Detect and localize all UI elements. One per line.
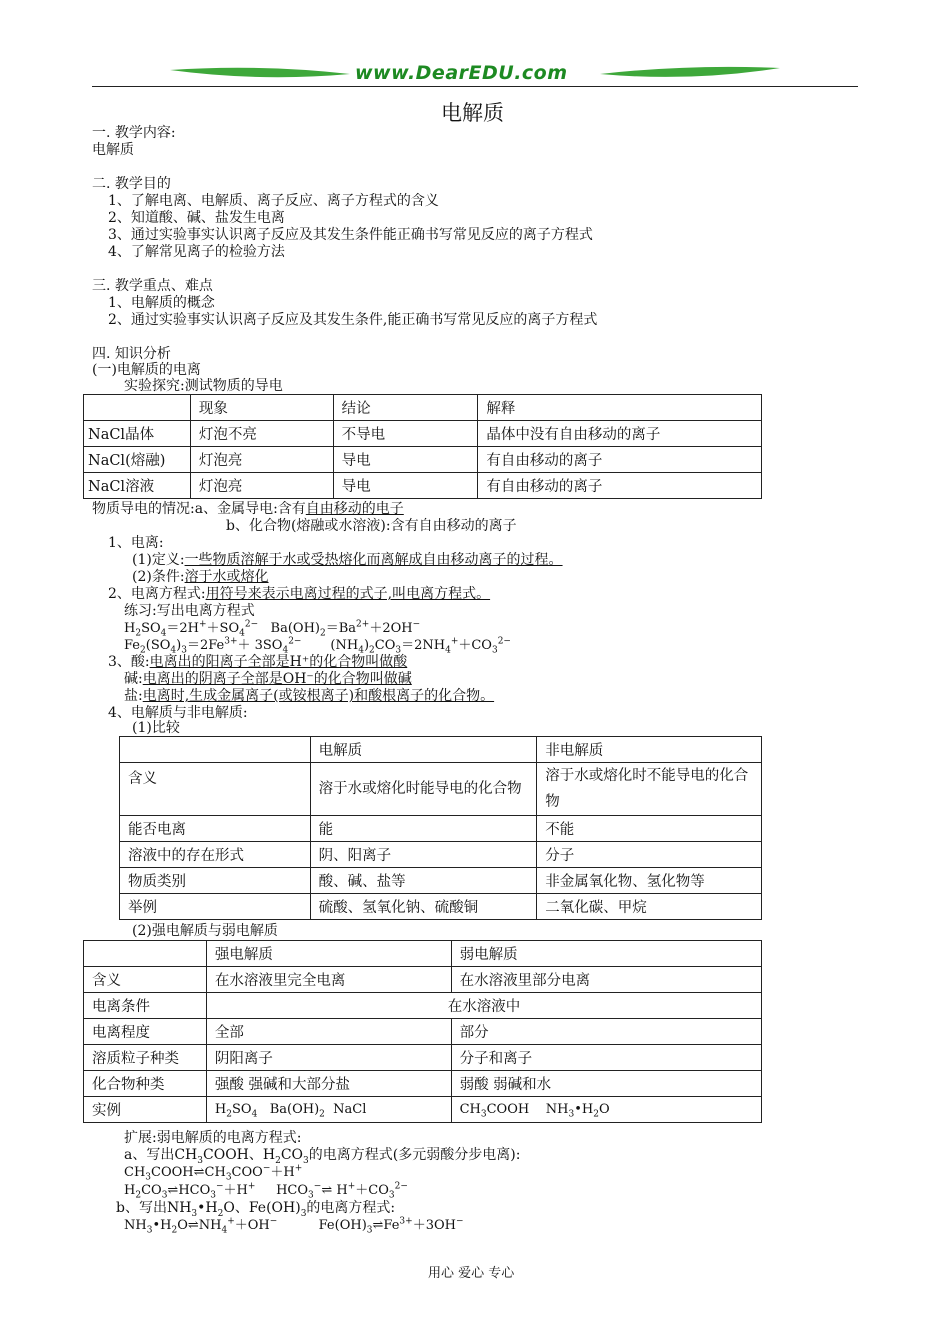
experiment-label: 实验探究:测试物质的导电 (124, 378, 283, 394)
table-cell: 分子和离子 (451, 1045, 761, 1071)
page-title: 电解质 (441, 101, 504, 125)
equation-line: $CH_3COOH\rightleftharpoons CH_3COO^-+H^+$ (124, 1163, 303, 1183)
ionization-condition: (2)条件:溶于水或熔化 (132, 569, 269, 585)
strong-weak-table (83, 940, 762, 1123)
extension-a: a、写出$CH_3COOH$、$H_2CO_3$的电离方程式(多元弱酸分步电离): (124, 1147, 521, 1166)
table-cell: 含义 (84, 967, 207, 993)
ionization-equation: 2、电离方程式:用符号来表示电离过程的式子,叫电离方程式。 (108, 586, 491, 602)
strong-weak-title: (2)强电解质与弱电解质 (132, 923, 278, 939)
table-cell: 在水溶液中 (206, 993, 761, 1019)
table-cell: NaCl(熔融) (84, 447, 191, 473)
table-cell: 能 (310, 816, 537, 842)
table-row (84, 993, 762, 1019)
equation-line: $NH_3•H_2O\rightleftharpoons NH_4^++OH^-$ $Fe(OH)_3\rightleftharpoons Fe^{3+}+3OH^-$ (124, 1216, 464, 1236)
equation-line: $H_2SO_4=2H^++SO_4^{2-}$ $Ba(OH)_2=Ba^{2+}+2OH^-$ (124, 619, 421, 639)
table-row (84, 1019, 762, 1045)
table-cell: 导电 (333, 447, 478, 473)
compare-title: 4、电解质与非电解质: (108, 705, 248, 721)
extension-b: b、写出$NH_3•H_2O$、$Fe(OH)_3$的电离方程式: (116, 1200, 396, 1219)
table-cell: 电解质 (310, 737, 537, 763)
table-row (84, 1071, 762, 1097)
table-cell: 溶于水或熔化时能导电的化合物 (310, 763, 537, 816)
table-cell: NaCl溶液 (84, 473, 191, 499)
table-row (84, 473, 762, 499)
table-cell: 部分 (451, 1019, 761, 1045)
section-2-heading: 二. 教学目的 (92, 176, 171, 192)
table-header-row (84, 941, 762, 967)
table-cell: 硫酸、氢氧化钠、硫酸铜 (310, 894, 537, 920)
table-cell: 灯泡亮 (190, 473, 333, 499)
table-row (120, 816, 762, 842)
objective-item: 3、通过实验事实认识离子反应及其发生条件能正确书写常见反应的离子方程式 (108, 227, 593, 243)
section-1-body: 电解质 (92, 142, 134, 158)
table-cell: 酸、碱、盐等 (310, 868, 537, 894)
page-footer: 用心 爱心 专心 (428, 1266, 515, 1281)
table-cell: $CH_3COOH$ $NH_3•H_2O$ (451, 1097, 761, 1123)
table-cell: 全部 (206, 1019, 451, 1045)
table-cell: NaCl晶体 (84, 421, 191, 447)
table-row (120, 894, 762, 920)
table-cell: 溶液中的存在形式 (120, 842, 311, 868)
site-logo[interactable]: www.DearEDU.com (355, 62, 568, 84)
table-row (84, 447, 762, 473)
table-cell: 结论 (333, 395, 478, 421)
table-cell: 导电 (333, 473, 478, 499)
section-4-heading: 四. 知识分析 (92, 346, 171, 362)
table-cell: 非金属氧化物、氢化物等 (537, 868, 762, 894)
table-row (84, 1097, 762, 1123)
conductivity-note-b: b、化合物(熔融或水溶液):含有自由移动的离子 (226, 518, 517, 534)
table-cell: 分子 (537, 842, 762, 868)
electrolyte-comparison-table (119, 736, 762, 920)
header-rule (92, 86, 858, 87)
equation-line: $Fe_2(SO_4)_3=2Fe^{3+}+ 3SO_4^{2-}$ $(NH_4)_2CO_3=2NH_4^++CO_3^{2-}$ (124, 636, 511, 656)
acid-definition: 3、酸:电离出的阳离子全部是H⁺的化合物叫做酸 (108, 654, 408, 670)
conductivity-table (83, 394, 762, 499)
table-cell: 电离程度 (84, 1019, 207, 1045)
table-cell: 强电解质 (206, 941, 451, 967)
table-cell: 能否电离 (120, 816, 311, 842)
base-definition: 碱:电离出的阴离子全部是OH⁻的化合物叫做碱 (124, 671, 412, 687)
table-cell: 不导电 (333, 421, 478, 447)
section-3-heading: 三. 教学重点、难点 (92, 278, 213, 294)
table-cell (120, 737, 311, 763)
keypoint-item: 2、通过实验事实认识离子反应及其发生条件,能正确书写常见反应的离子方程式 (108, 312, 598, 328)
table-cell: 有自由移动的离子 (478, 473, 762, 499)
objective-item: 1、了解电离、电解质、离子反应、离子方程式的含义 (108, 193, 439, 209)
practice-label: 练习:写出电离方程式 (124, 603, 255, 619)
table-cell: 现象 (190, 395, 333, 421)
compare-sub: (1)比较 (132, 720, 180, 736)
table-cell: 灯泡不亮 (190, 421, 333, 447)
conductivity-note-a: 物质导电的情况:a、金属导电:含有自由移动的电子 (92, 501, 404, 517)
table-row (84, 421, 762, 447)
table-row (120, 763, 762, 816)
table-cell (84, 395, 191, 421)
table-cell: 弱酸 弱碱和水 (451, 1071, 761, 1097)
table-cell: 弱电解质 (451, 941, 761, 967)
table-row (120, 868, 762, 894)
table-cell: 解释 (478, 395, 762, 421)
table-row (84, 1045, 762, 1071)
ionization-title: 1、电离: (108, 535, 164, 551)
extension-title: 扩展:弱电解质的电离方程式: (124, 1130, 302, 1146)
table-cell: 有自由移动的离子 (478, 447, 762, 473)
table-cell: 溶质粒子种类 (84, 1045, 207, 1071)
table-cell: 阴阳离子 (206, 1045, 451, 1071)
table-cell: 物质类别 (120, 868, 311, 894)
table-cell: 二氧化碳、甲烷 (537, 894, 762, 920)
ionization-definition: (1)定义:一些物质溶解于水或受热熔化而离解成自由移动离子的过程。 (132, 552, 563, 568)
equation-line: $H_2CO_3\rightleftharpoons HCO_3^-+H^+$ $HCO_3^-\rightleftharpoons$ $H^++CO_3^{2-}$ (124, 1181, 408, 1201)
table-cell: 阴、阳离子 (310, 842, 537, 868)
table-cell: 不能 (537, 816, 762, 842)
objective-item: 2、知道酸、碱、盐发生电离 (108, 210, 285, 226)
table-cell: 电离条件 (84, 993, 207, 1019)
table-cell: 实例 (84, 1097, 207, 1123)
table-header-row (84, 395, 762, 421)
table-row (120, 842, 762, 868)
table-header-row (120, 737, 762, 763)
table-cell: 溶于水或熔化时不能导电的化合物 (537, 763, 762, 816)
table-cell: 强酸 强碱和大部分盐 (206, 1071, 451, 1097)
table-cell: 灯泡亮 (190, 447, 333, 473)
table-cell (84, 941, 207, 967)
keypoint-item: 1、电解质的概念 (108, 295, 215, 311)
salt-definition: 盐:电离时,生成金属离子(或铵根离子)和酸根离子的化合物。 (124, 688, 495, 704)
table-cell: 晶体中没有自由移动的离子 (478, 421, 762, 447)
table-row (84, 967, 762, 993)
table-cell: $H_2SO_4$ $Ba(OH)_2$ NaCl (206, 1097, 451, 1123)
section-4-sub-1: (一)电解质的电离 (92, 362, 201, 378)
table-cell: 含义 (120, 763, 311, 816)
section-1-heading: 一. 教学内容: (92, 125, 176, 141)
table-cell: 在水溶液里完全电离 (206, 967, 451, 993)
table-cell: 化合物种类 (84, 1071, 207, 1097)
objective-item: 4、了解常见离子的检验方法 (108, 244, 285, 260)
table-cell: 举例 (120, 894, 311, 920)
table-cell: 在水溶液里部分电离 (451, 967, 761, 993)
table-cell: 非电解质 (537, 737, 762, 763)
